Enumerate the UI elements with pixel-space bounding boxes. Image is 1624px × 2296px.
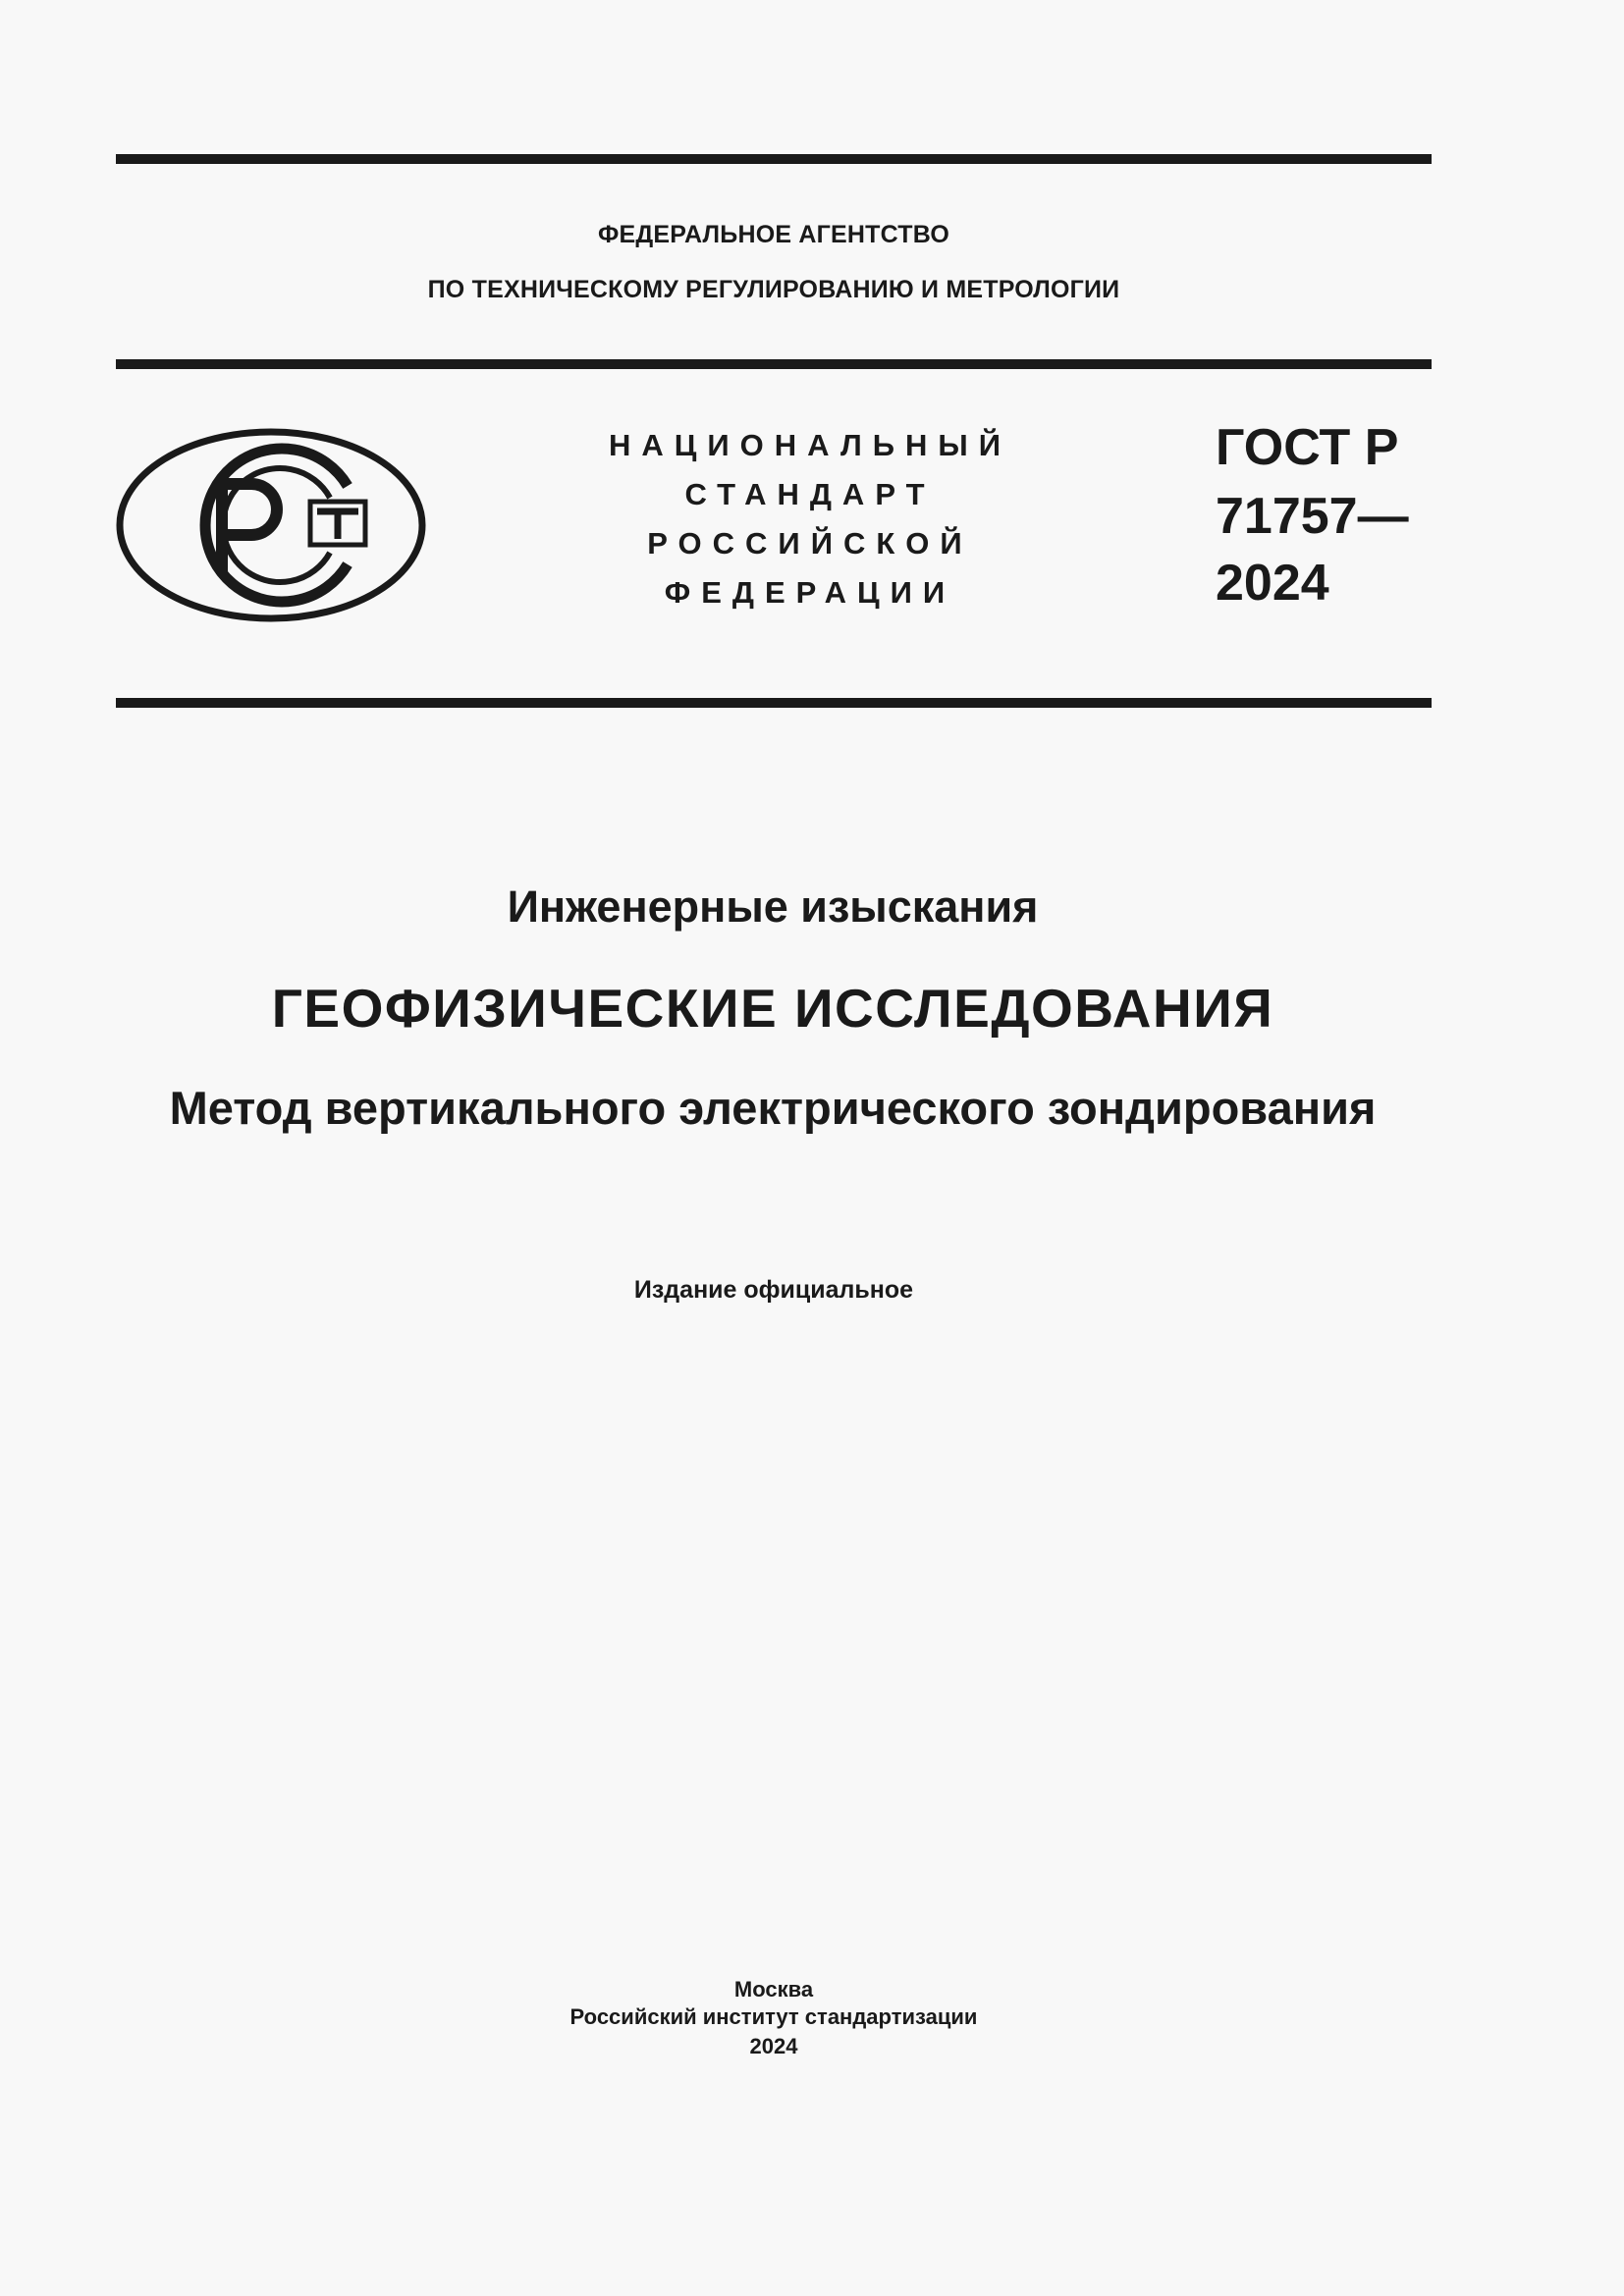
title-category: Инженерные изыскания <box>507 881 1039 932</box>
national-standard-line-1: НАЦИОНАЛЬНЫЙ <box>608 428 1012 462</box>
national-standard-line-4: ФЕДЕРАЦИИ <box>664 575 956 610</box>
edition-label: Издание официальное <box>633 1276 914 1304</box>
footer-year: 2024 <box>749 2034 798 2058</box>
standard-id-line-3: 2024 <box>1216 555 1329 612</box>
agency-line-2: ПО ТЕХНИЧЕСКОМУ РЕГУЛИРОВАНИЮ И МЕТРОЛОГИИ <box>427 276 1120 303</box>
title-subtitle: Метод вертикального электрического зондирования <box>169 1082 1377 1134</box>
title-main: ГЕОФИЗИЧЕСКИЕ ИССЛЕДОВАНИЯ <box>271 978 1274 1039</box>
bottom-header-rule <box>116 698 1432 708</box>
middle-rule <box>116 359 1432 369</box>
agency-line-1: ФЕДЕРАЛЬНОЕ АГЕНТСТВО <box>598 221 949 248</box>
national-standard-line-3: РОССИЙСКОЙ <box>647 526 973 561</box>
standard-id-line-2: 71757— <box>1216 488 1409 545</box>
top-rule <box>116 154 1432 164</box>
footer-city: Москва <box>733 1977 814 2002</box>
footer-publisher: Российский институт стандартизации <box>569 2004 978 2029</box>
gost-logo-icon <box>116 427 426 623</box>
national-standard-line-2: СТАНДАРТ <box>684 477 936 511</box>
standard-id-line-1: ГОСТ Р <box>1216 419 1399 476</box>
